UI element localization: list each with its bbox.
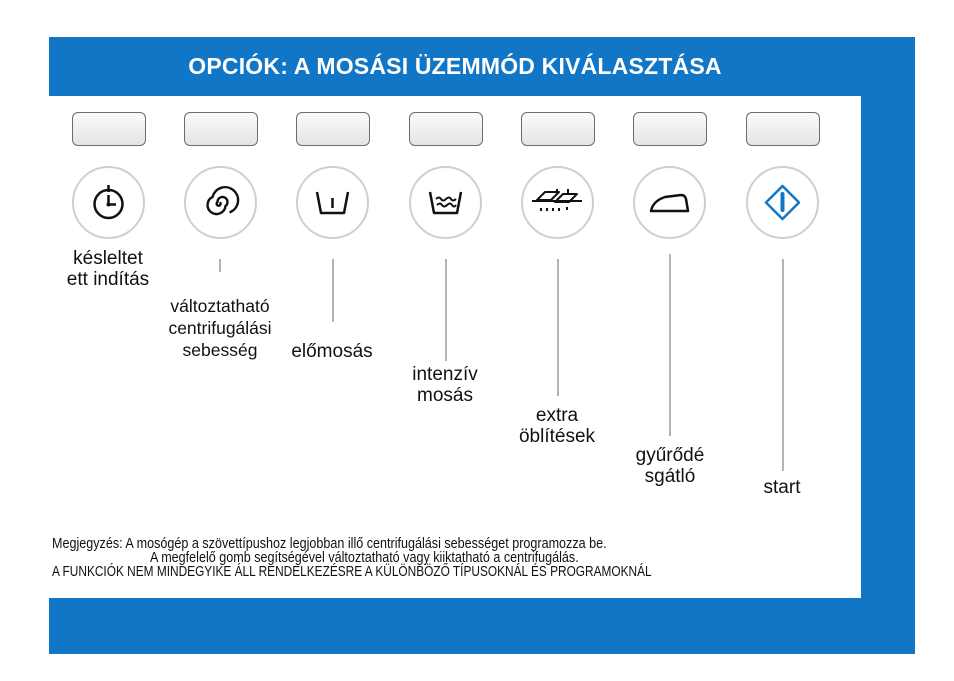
- prewash-button[interactable]: [296, 112, 370, 146]
- leader-line-start: [782, 259, 784, 471]
- leader-line-anti-crease: [669, 254, 671, 436]
- leader-line-prewash: [332, 259, 334, 322]
- leader-line-rinse: [557, 259, 559, 396]
- extra-rinse-button[interactable]: [521, 112, 595, 146]
- label-prewash: előmosás: [291, 341, 373, 362]
- anti-crease-button[interactable]: [633, 112, 707, 146]
- page-title: OPCIÓK: A MOSÁSI ÜZEMMÓD KIVÁLASZTÁSA: [188, 53, 722, 79]
- start-power-icon: [746, 166, 819, 239]
- leader-line-spin: [219, 259, 221, 272]
- intensive-wash-tub-icon: [409, 166, 482, 239]
- spiral-spin-icon: [184, 166, 257, 239]
- label-extra-rinse: extra öblítések: [518, 405, 596, 447]
- intensive-wash-button[interactable]: [409, 112, 483, 146]
- label-start: start: [763, 477, 801, 498]
- spin-speed-button[interactable]: [184, 112, 258, 146]
- note-line-1: Megjegyzés: A mosógép a szövettípushoz legjobban illő centrifugálási sebességet programozza be.: [52, 536, 607, 552]
- start-button[interactable]: [746, 112, 820, 146]
- extra-rinse-icon: [521, 166, 594, 239]
- note-line-2: A megfelelő gomb segítségével változtatható vagy kiiktatható a centrifugálás.: [150, 550, 579, 566]
- leader-line-intensive: [445, 259, 447, 361]
- label-delayed-start: késleltet ett indítás: [66, 248, 150, 290]
- label-intensive-wash: intenzív mosás: [412, 364, 478, 406]
- prewash-tub-icon: [296, 166, 369, 239]
- note-line-3: A FUNKCIÓK NEM MINDEGYIKE ÁLL RENDELKEZÉSRE A KÜLÖNBÖZŐ TÍPUSOKNÁL ÉS PROGRAMOKNÁL: [52, 564, 652, 580]
- iron-icon: [633, 166, 706, 239]
- label-spin-speed: változtatható centrifugálási sebesség: [168, 296, 272, 360]
- delayed-start-button[interactable]: [72, 112, 146, 146]
- clock-icon: [72, 166, 145, 239]
- label-anti-crease: gyűrődé sgátló: [635, 445, 705, 487]
